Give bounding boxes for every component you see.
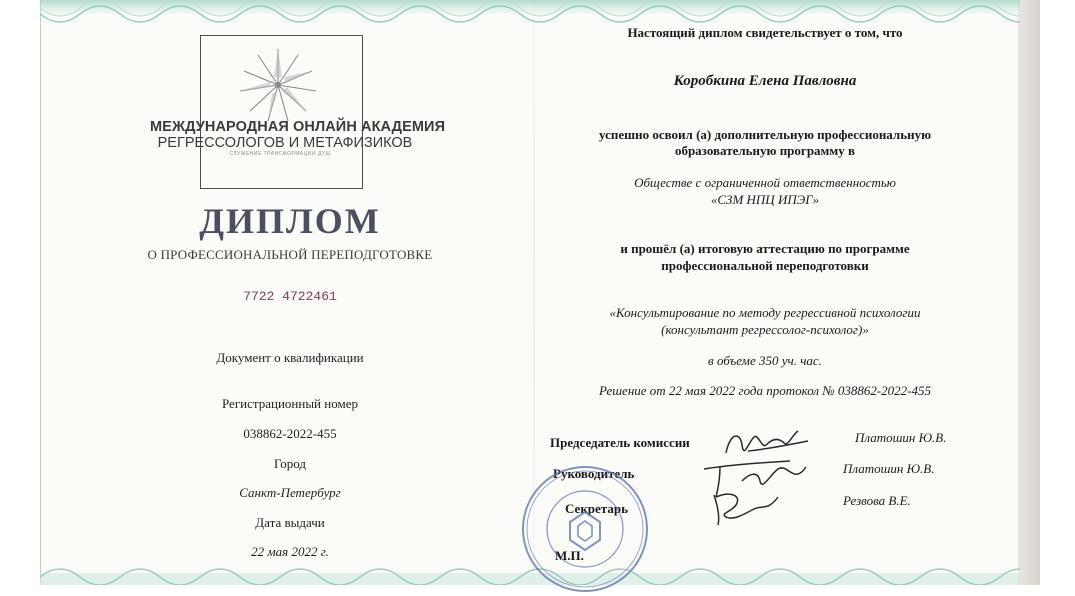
secretary-label: Секретарь	[565, 501, 628, 516]
completed-line2: образовательную программу в	[674, 143, 856, 158]
attestation-line1: и прошёл (а) итоговую аттестацию по программе	[620, 241, 910, 256]
seal-label: М.П.	[555, 548, 584, 563]
reg-number-value: 038862-2022-455	[243, 426, 337, 441]
secretary-name: Резвова В.Е.	[843, 493, 911, 508]
serial-number: 7722 4722461	[243, 289, 337, 304]
decision-text: Решение от 22 мая 2022 года протокол № 038862-2022-455	[599, 383, 931, 398]
diploma-subtitle: О ПРОФЕССИОНАЛЬНОЙ ПЕРЕПОДГОТОВКЕ	[147, 247, 433, 262]
city-value: Санкт-Петербург	[239, 485, 341, 500]
attestation-line2: профессиональной переподготовки	[661, 258, 869, 273]
chairman-name: Платошин Ю.В.	[855, 430, 947, 445]
company-seal-stamp	[518, 462, 652, 596]
holder-name: Коробкина Елена Павловна	[673, 73, 857, 89]
completed-line1: успешно освоил (а) дополнительную профессиональную	[598, 127, 932, 142]
academy-star-logo-icon	[233, 45, 323, 125]
org-line2: «СЗМ НПЦ ИПЭГ»	[710, 192, 820, 207]
cover-edge	[1018, 0, 1040, 585]
secretary-signature	[706, 487, 786, 527]
academy-name-line2: РЕГРЕССОЛОГОВ И МЕТАФИЗИКОВ	[157, 135, 413, 151]
intro-text: Настоящий диплом свидетельствует о том, что	[627, 25, 903, 40]
program-line1: «Консультирование по методу регрессивной психологии	[609, 305, 921, 320]
issue-date-value: 22 мая 2022 г.	[251, 544, 329, 559]
diploma-title: ДИПЛОМ	[199, 201, 381, 241]
issue-date-label: Дата выдачи	[255, 515, 325, 530]
reg-number-label: Регистрационный номер	[222, 396, 358, 411]
city-label: Город	[273, 456, 307, 471]
academy-motto: СЛУЖЕНИЕ ТРАНСФОРМАЦИИ ДУШ	[229, 151, 331, 157]
program-line2: (консультант регрессолог-психолог)»	[661, 322, 869, 337]
document-label: Документ о квалификации	[216, 350, 364, 365]
director-name: Платошин Ю.В.	[843, 461, 935, 476]
sheet-edge	[40, 0, 41, 585]
hours-volume: в объеме 350 уч. час.	[708, 353, 822, 368]
chairman-label: Председатель комиссии	[550, 435, 690, 450]
academy-name-line1: МЕЖДУНАРОДНАЯ ОНЛАЙН АКАДЕМИЯ	[150, 119, 446, 135]
org-line1: Обществе с ограниченной ответственностью	[634, 175, 896, 190]
director-label: Руководитель	[553, 466, 635, 481]
